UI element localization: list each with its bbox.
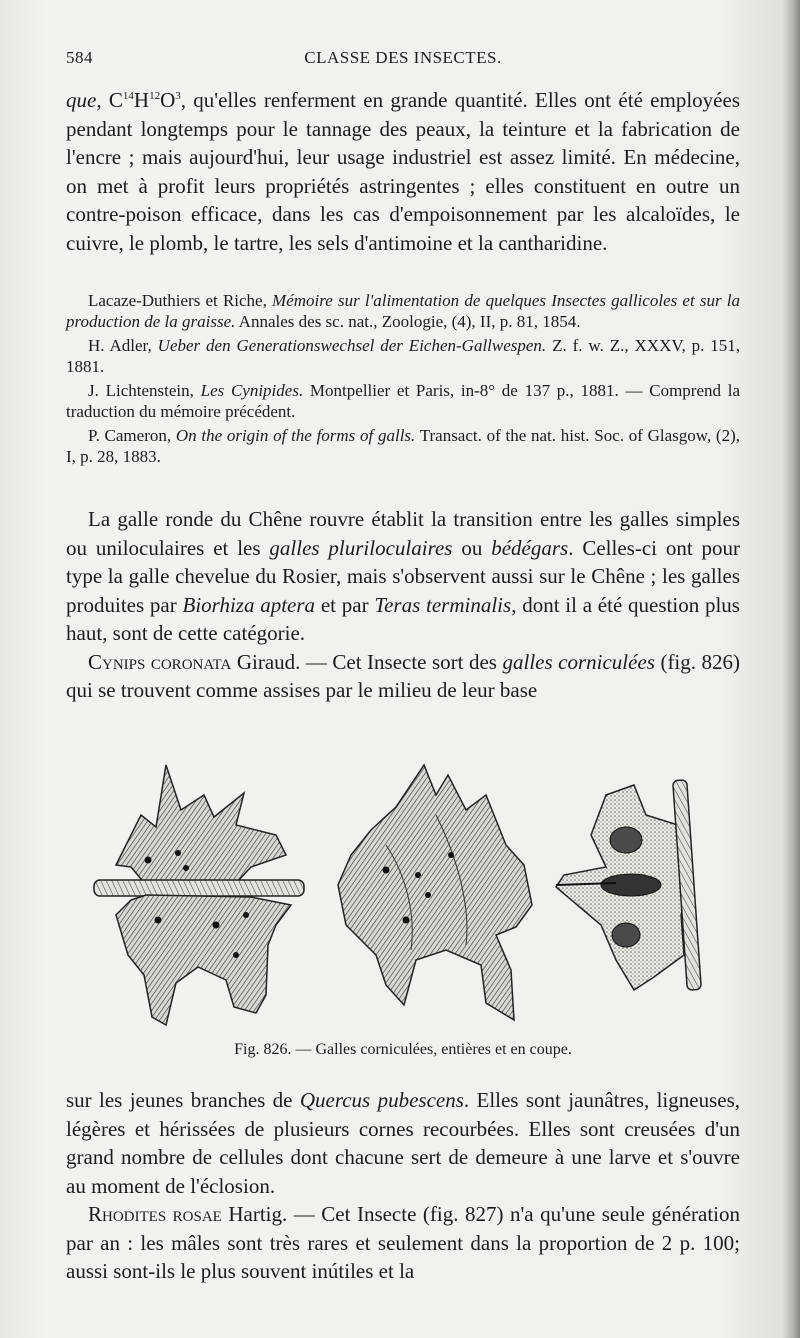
running-title: CLASSE DES INSECTES. [304,48,502,67]
paragraph-cynips-coronata: Cynips coronata Giraud. — Cet Insecte sort des galles corniculées (fig. 826) qui se trouvent comme assises par le milieu de leur base [66,649,741,702]
paragraph-gall-description [66,1086,740,1286]
page-number: 584 [66,48,93,67]
gall-whole [338,765,532,1020]
paragraph-astringent-uses: que, $C^{14}H^{12}O^3$, qu'elles renferment en grande quantité. Elles ont été employées pendant longtemps pour le tannage des peaux, la teinture et la fabrication de l'encre ; mais aujourd'hui, leur usage industriel est assez limité. En médecine, on met à profit leurs propriétés astringentes ; elles constituent en outre un contre-poison efficace, dans les cas d'empoisonnement par les alcaloïdes, le cuivre, le plomb, le tartre, les sels d'antimoine et la cantharidine. [66,88,740,255]
chemical-formula: $C^{14}H^{12}O^3$ [108,88,181,112]
paragraph-text: , qu'elles renferment en grande quantité. Elles ont été employées pendant longtemps pour le tannage des peaux, la teinture et la fabrication de l'encre ; mais aujourd'hui, leur usage industriel est assez limité. En médecine, on met à profit leurs propriétés astringentes ; elles constituent en outre un contre-poison efficace, dans les cas d'empoisonnement par les alcaloïdes, le cuivre, le plomb, le tartre, les sels d'antimoine et la cantharidine. [66,88,740,255]
gall-intact-on-branch [94,765,304,1025]
figure-caption: Fig. 826. — Galles corniculées, entières et en coupe. [234,1041,572,1058]
bibliography [66,290,740,470]
reference-item: H. Adler, Ueber den Generationswechsel der Eichen-Gallwespen. Z. f. w. Z., XXXV, p. 151, 1881. [66,336,740,376]
reference-item: J. Lichtenstein, Les Cynipides. Montpellier et Paris, in-8° de 137 p., 1881. — Comprend la traduction du mémoire précédent. [66,381,741,421]
paragraph: La galle ronde du Chêne rouvre établit la transition entre les galles simples ou uniloculaires et les galles pluriloculaires ou bédégars. Celles-ci ont pour type la galle chevelue du Rosier, mais s'observent aussi sur le Chêne ; les galles produites par Biorhiza aptera et par Teras terminalis, dont il a été question plus haut, sont de cette catégorie. [66,507,741,645]
reference-item: Lacaze-Duthiers et Riche, Mémoire sur l'alimentation de quelques Insectes gallicoles et sur la production de la graisse. Annales des sc. nat., Zoologie, (4), II, p. 81, 1854. [66,291,740,331]
reference-item: P. Cameron, On the origin of the forms of galls. Transact. of the nat. hist. Soc. of Glasgow, (2), I, p. 28, 1883. [66,426,740,466]
species-name: Rhodites rosae [88,1202,222,1226]
paragraph-galles-pluriloculaires [66,505,740,705]
page-edge-shadow [782,0,800,1338]
italic-lead: que [66,88,97,112]
paragraph-rhodites-rosae: Rhodites rosae Hartig. — Cet Insecte (fig. 827) n'a qu'une seule génération par an : les mâles sont très rares et seulement dans la proportion de 2 p. 100; aussi sont-ils le plus souvent inútiles et la [66,1202,740,1283]
figure-826-engraving [86,755,746,1035]
gall-cross-section [556,780,701,990]
page-header [66,48,740,76]
paragraph: sur les jeunes branches de Quercus pubescens. Elles sont jaunâtres, ligneuses, légères et hérissées de plusieurs cornes recourbées. Elles sont creusées d'un grand nombre de cellules dont chacune sert de demeure à une larve et s'ouvre au moment de l'éclosion. [66,1088,740,1198]
species-name: Cynips coronata [88,649,232,674]
